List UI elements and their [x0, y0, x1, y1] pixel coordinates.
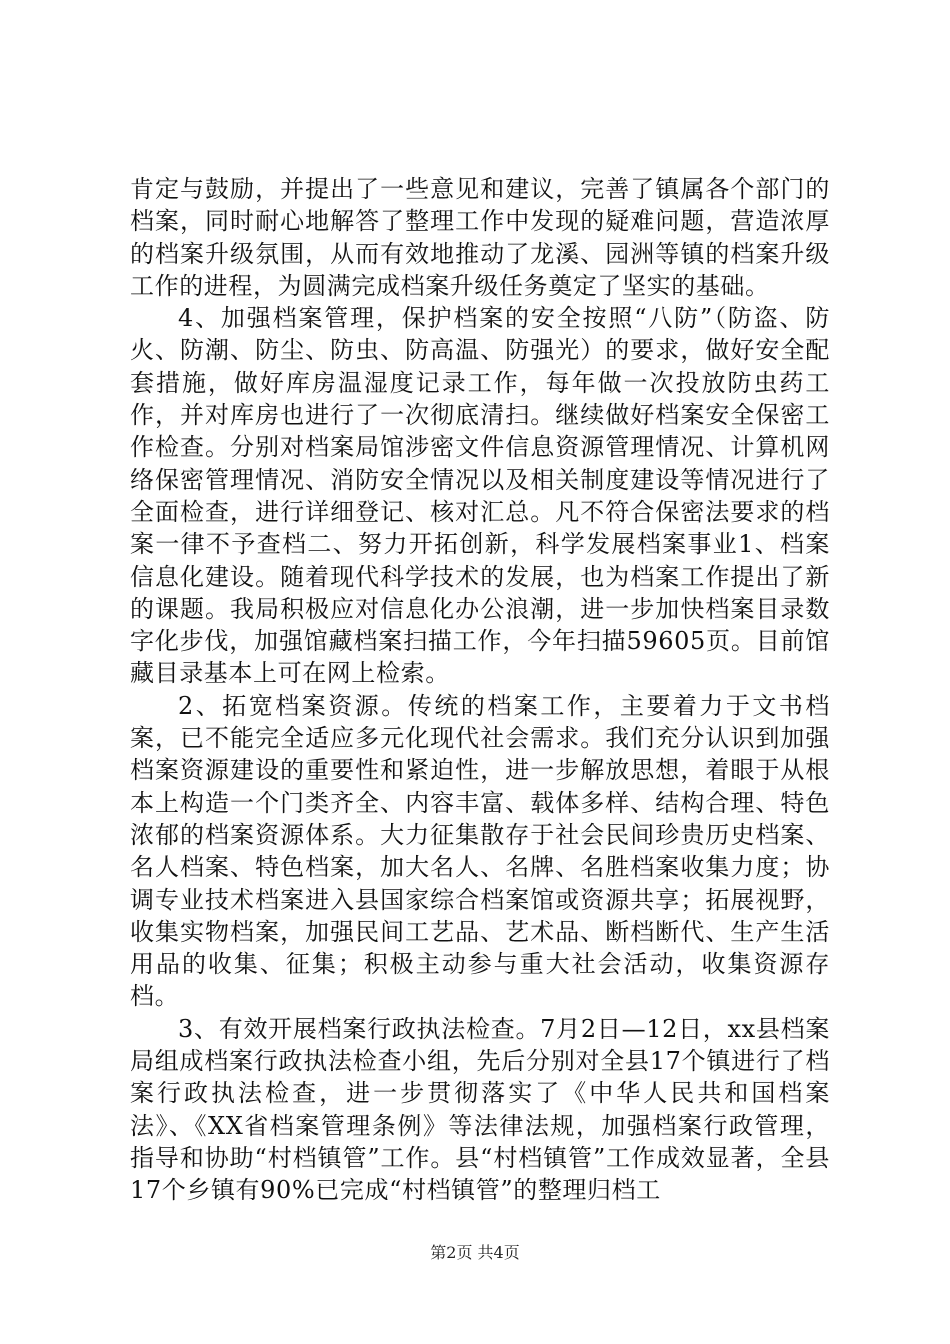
paragraph-law-enforcement: 3、有效开展档案行政执法检查。7月2日—12日，xx县档案局组成档案行政执法检查小组，先后分别对全县17个镇进行了档案行政执法检查，进一步贯彻落实了《中华人民共和国档案法》、《XX省档案管理条例》等法律法规，加强档案行政管理，指导和协助“村档镇管”工作。县“村档镇管”工作成效显著，全县17个乡镇有90%已完成“村档镇管”的整理归档工 [130, 1014, 830, 1205]
document-body [130, 173, 830, 1207]
paragraph-archive-resources: 2、拓宽档案资源。传统的档案工作，主要着力于文书档案，已不能完全适应多元化现代社会需求。我们充分认识到加强档案资源建设的重要性和紧迫性，进一步解放思想，着眼于从根本上构造一个门类齐全、内容丰富、载体多样、结构合理、特色浓郁的档案资源体系。大力征集散存于社会民间珍贵历史档案、名人档案、特色档案，加大名人、名牌、名胜档案收集力度；协调专业技术档案进入县国家综合档案馆或资源共享；拓展视野，收集实物档案，加强民间工艺品、艺术品、断档断代、生产生活用品的收集、征集；积极主动参与重大社会活动，收集资源存档。 [130, 691, 830, 1011]
paragraph-continuation: 肯定与鼓励，并提出了一些意见和建议，完善了镇属各个部门的档案，同时耐心地解答了整理工作中发现的疑难问题，营造浓厚的档案升级氛围，从而有效地推动了龙溪、园洲等镇的档案升级工作的进程，为圆满完成档案升级任务奠定了坚实的基础。 [130, 175, 830, 300]
page-footer: 第2页 共4页 [430, 1243, 520, 1262]
paragraph-archive-management: 4、加强档案管理，保护档案的安全按照“八防”（防盗、防火、防潮、防尘、防虫、防高温、防强光）的要求，做好安全配套措施，做好库房温湿度记录工作，每年做一次投放防虫药工作，并对库房也进行了一次彻底清扫。继续做好档案安全保密工作检查。分别对档案局馆涉密文件信息资源管理情况、计算机网络保密管理情况、消防安全情况以及相关制度建设等情况进行了全面检查，进行详细登记、核对汇总。凡不符合保密法要求的档案一律不予查档二、努力开拓创新，科学发展档案事业1、档案信息化建设。随着现代科学技术的发展，也为档案工作提出了新的课题。我局积极应对信息化办公浪潮，进一步加快档案目录数字化步伐，加强馆藏档案扫描工作，今年扫描59605页。目前馆藏目录基本上可在网上检索。 [130, 304, 830, 688]
